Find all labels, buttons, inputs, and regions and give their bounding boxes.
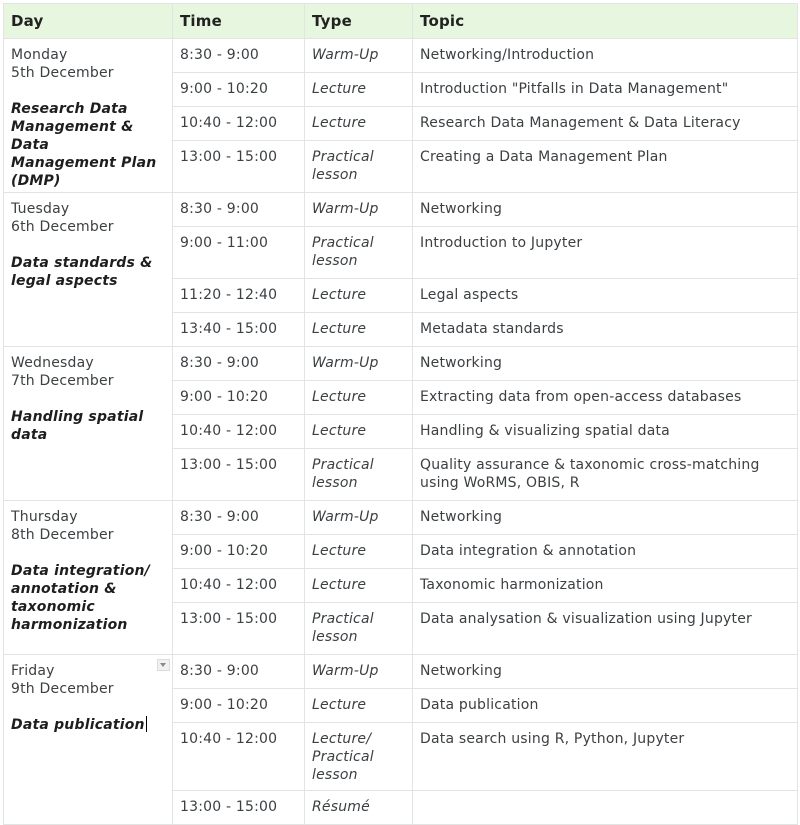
day-cell-thursday[interactable] (4, 501, 173, 655)
time-cell[interactable]: 9:00 - 10:20 (173, 535, 305, 569)
day-name: Friday (11, 663, 55, 679)
topic-cell[interactable]: Networking (413, 655, 798, 689)
type-cell[interactable]: Lecture/ Practical lesson (305, 723, 413, 791)
type-cell[interactable]: Lecture (305, 73, 413, 107)
time-cell[interactable]: 13:00 - 15:00 (173, 141, 305, 193)
day-date: 7th December (11, 373, 114, 389)
topic-cell[interactable]: Taxonomic harmonization (413, 569, 798, 603)
header-row (4, 4, 798, 39)
day-date: 8th December (11, 527, 114, 543)
time-cell[interactable]: 8:30 - 9:00 (173, 347, 305, 381)
type-cell[interactable]: Warm-Up (305, 347, 413, 381)
topic-cell[interactable]: Introduction "Pitfalls in Data Management" (413, 73, 798, 107)
topic-cell[interactable]: Metadata standards (413, 313, 798, 347)
type-cell[interactable]: Warm-Up (305, 501, 413, 535)
type-cell[interactable]: Practical lesson (305, 227, 413, 279)
time-cell[interactable]: 13:00 - 15:00 (173, 449, 305, 501)
day-cell-wednesday[interactable] (4, 347, 173, 501)
type-cell[interactable]: Practical lesson (305, 141, 413, 193)
header-time[interactable]: Time (173, 4, 305, 39)
time-cell[interactable]: 13:00 - 15:00 (173, 603, 305, 655)
type-cell[interactable]: Résumé (305, 791, 413, 825)
time-cell[interactable]: 10:40 - 12:00 (173, 415, 305, 449)
type-cell[interactable]: Practical lesson (305, 449, 413, 501)
time-cell[interactable]: 8:30 - 9:00 (173, 655, 305, 689)
type-cell[interactable]: Lecture (305, 535, 413, 569)
time-cell[interactable]: 10:40 - 12:00 (173, 723, 305, 791)
type-cell[interactable]: Lecture (305, 313, 413, 347)
type-cell[interactable]: Practical lesson (305, 603, 413, 655)
topic-cell[interactable]: Legal aspects (413, 279, 798, 313)
topic-cell[interactable]: Introduction to Jupyter (413, 227, 798, 279)
topic-cell[interactable]: Quality assurance & taxonomic cross-matching using WoRMS, OBIS, R (413, 449, 798, 501)
time-cell[interactable]: 9:00 - 10:20 (173, 689, 305, 723)
type-cell[interactable]: Lecture (305, 107, 413, 141)
topic-cell[interactable]: Creating a Data Management Plan (413, 141, 798, 193)
type-cell[interactable]: Warm-Up (305, 39, 413, 73)
type-cell[interactable]: Warm-Up (305, 193, 413, 227)
day-cell-tuesday[interactable] (4, 193, 173, 347)
day-cell-monday[interactable] (4, 39, 173, 193)
day-date: 6th December (11, 219, 114, 235)
topic-cell[interactable]: Networking (413, 347, 798, 381)
topic-cell[interactable]: Data analysation & visualization using Jupyter (413, 603, 798, 655)
topic-cell[interactable]: Networking/Introduction (413, 39, 798, 73)
schedule-table (3, 3, 798, 825)
day-cell-friday[interactable] (4, 655, 173, 825)
time-cell[interactable]: 8:30 - 9:00 (173, 501, 305, 535)
time-cell[interactable]: 10:40 - 12:00 (173, 569, 305, 603)
table-row (4, 193, 798, 227)
day-theme: Data integration/ annotation & taxonomic harmonization (11, 563, 150, 633)
time-cell[interactable]: 8:30 - 9:00 (173, 193, 305, 227)
type-cell[interactable]: Warm-Up (305, 655, 413, 689)
day-name: Thursday (11, 509, 78, 525)
cell-dropdown-icon[interactable] (157, 659, 170, 671)
table-row (4, 655, 798, 689)
topic-cell[interactable]: Research Data Management & Data Literacy (413, 107, 798, 141)
day-name: Monday (11, 47, 68, 63)
day-theme: Handling spatial data (11, 409, 144, 443)
type-cell[interactable]: Lecture (305, 279, 413, 313)
time-cell[interactable]: 13:40 - 15:00 (173, 313, 305, 347)
topic-cell[interactable]: Handling & visualizing spatial data (413, 415, 798, 449)
time-cell[interactable]: 9:00 - 11:00 (173, 227, 305, 279)
header-day[interactable]: Day (4, 4, 173, 39)
type-cell[interactable]: Lecture (305, 381, 413, 415)
table-row (4, 347, 798, 381)
topic-cell[interactable]: Data publication (413, 689, 798, 723)
day-theme: Data publication (11, 717, 145, 733)
topic-cell[interactable]: Data search using R, Python, Jupyter (413, 723, 798, 791)
topic-cell[interactable]: Networking (413, 501, 798, 535)
topic-cell[interactable] (413, 791, 798, 825)
topic-cell[interactable]: Data integration & annotation (413, 535, 798, 569)
text-cursor-icon (146, 716, 147, 732)
type-cell[interactable]: Lecture (305, 689, 413, 723)
time-cell[interactable]: 8:30 - 9:00 (173, 39, 305, 73)
time-cell[interactable]: 9:00 - 10:20 (173, 381, 305, 415)
table-row (4, 501, 798, 535)
day-theme: Research Data Management & Data Management Plan (DMP) (11, 101, 157, 189)
time-cell[interactable]: 11:20 - 12:40 (173, 279, 305, 313)
type-cell[interactable]: Lecture (305, 415, 413, 449)
topic-cell[interactable]: Extracting data from open-access databases (413, 381, 798, 415)
day-date: 9th December (11, 681, 114, 697)
day-name: Wednesday (11, 355, 94, 371)
day-date: 5th December (11, 65, 114, 81)
header-topic[interactable]: Topic (413, 4, 798, 39)
time-cell[interactable]: 9:00 - 10:20 (173, 73, 305, 107)
day-name: Tuesday (11, 201, 70, 217)
time-cell[interactable]: 10:40 - 12:00 (173, 107, 305, 141)
day-theme: Data standards & legal aspects (11, 255, 153, 289)
topic-cell[interactable]: Networking (413, 193, 798, 227)
type-cell[interactable]: Lecture (305, 569, 413, 603)
header-type[interactable]: Type (305, 4, 413, 39)
time-cell[interactable]: 13:00 - 15:00 (173, 791, 305, 825)
table-row (4, 39, 798, 73)
